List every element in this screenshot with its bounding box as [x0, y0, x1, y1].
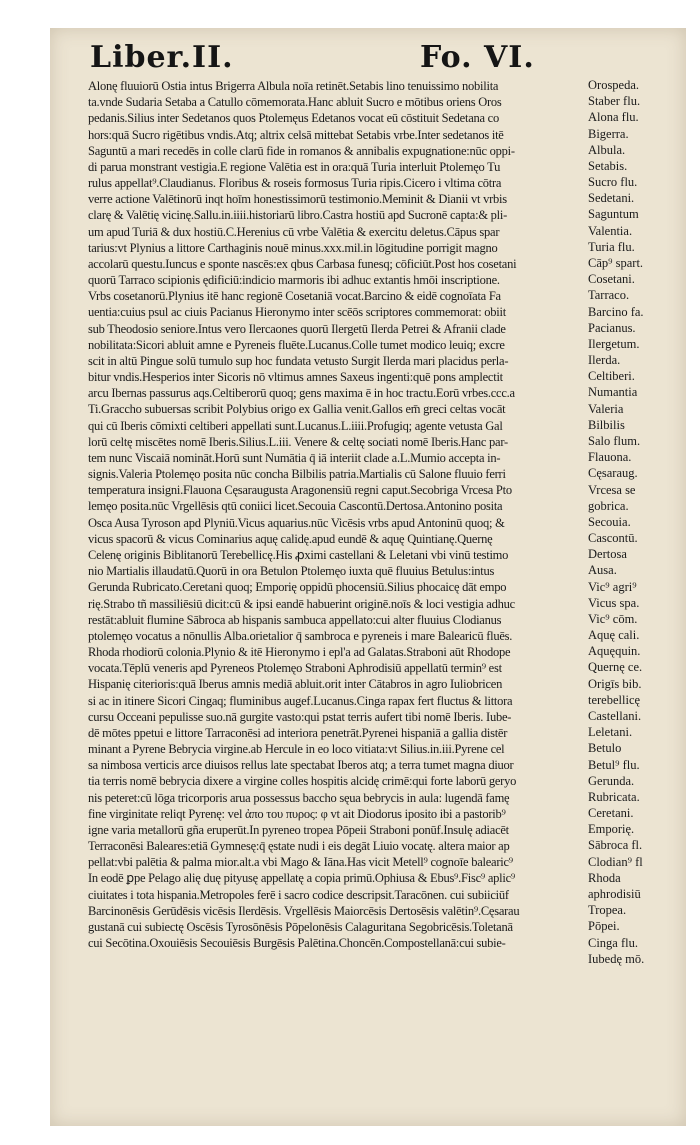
- text-line: accolarū questu.Iuncus e sponte nascēs:ex qbus Carbasa funesq; cōficiūt.Post hos cosetani: [88, 256, 517, 271]
- margin-note: Tarraco.: [588, 288, 630, 303]
- margin-note: Ceretani.: [588, 806, 634, 821]
- margin-note: Aquę cali.: [588, 628, 640, 643]
- margin-note: Salo flum.: [588, 433, 641, 448]
- text-line: temperatura insigni.Flauona Cęsaraugusta Aragonensiū regni caput.Secobriga Vrcesa Pto: [88, 483, 512, 498]
- text-line: cursu Occeani pepulisse suo.nā gurgite vasto:qui pstat terris aufert tibi nomē Iberis. Iube-: [88, 709, 512, 724]
- margin-note: Clodian⁹ fl: [588, 854, 643, 869]
- margin-note: Cāp⁹ spart.: [588, 255, 644, 270]
- margin-note: Vrcesa se: [588, 482, 636, 497]
- margin-note: Cascontū.: [588, 531, 638, 546]
- text-line: gustanā cui subiectę Oscēsis Tyrosōnēsis Pōpelonēsis Calaguritana Segobricēsis.Toletanā: [88, 919, 513, 934]
- margin-note: Valeria: [588, 401, 624, 416]
- text-line: Saguntū a mari recedēs in colle clarū fide in romanos & annibalis expugnatione:nūc oppi-: [88, 143, 515, 158]
- margin-note: Gerunda.: [588, 773, 635, 788]
- text-line: dē mōtes ppetui e littore Tarraconēsi ad interiora penetrāt.Pyrenei hispaniā a gallia distēr: [88, 725, 508, 740]
- margin-note: Sedetani.: [588, 191, 635, 206]
- text-line: um apud Turiā & dux hostiū.C.Herenius cū vrbe Valētia & exercitu deletus.Cāpus spar: [88, 224, 500, 239]
- text-line: lemęo posita.nūc Vrgellēsis qtū coniici licet.Secouia Cascontū.Dertosa.Antonino posita: [88, 499, 503, 514]
- margin-note: Cinga flu.: [588, 935, 638, 950]
- text-line: Hispanię citerioris:quā Iberus amnis mediā abluit.orit inter Cātabros in agro Iuliobricen: [88, 677, 503, 692]
- text-line: minant a Pyrene Bebrycia virgine.ab Hercule in eo loco vitiata:vt Silius.in.iii.Pyrene cel: [88, 742, 505, 757]
- margin-note: Vic⁹ agri⁹: [588, 579, 637, 594]
- margin-note: Vicus spa.: [588, 595, 640, 610]
- text-line: Rhoda rhodiorū colonia.Plynio & itē Hieronymo i epl'a ad Galatas.Straboni aūt Rhodope: [88, 645, 511, 660]
- margin-note: gobrica.: [588, 498, 629, 513]
- margin-note: Aquęquin.: [588, 644, 641, 659]
- margin-note: Numantia: [588, 385, 638, 400]
- text-line: Osca Ausa Tyroson apd Plyniū.Vicus aquarius.nūc Vicēsis vrbs apud Antoninū quoq; &: [88, 515, 505, 530]
- text-line: fine virginitate reliqt Pyrenę: vel ἀπο του πυρος: φ vt ait Diodorus iposito ibi a pastorib⁹: [88, 806, 506, 821]
- margin-note: Leletani.: [588, 725, 633, 740]
- margin-note: Secouia.: [588, 514, 631, 529]
- text-line: rię.Strabo tñ massiliēsiū dicit:cū & ipsi eandē habuerint originē.noīs & loci vestigia adhuc: [88, 596, 515, 611]
- margin-note: Bigerra.: [588, 126, 629, 141]
- margin-note: Pacianus.: [588, 320, 636, 335]
- margin-note: Rhoda: [588, 870, 621, 885]
- text-line: tarius:vt Plynius a littore Carthaginis nouē minus.xxx.mil.in lōgitudine porrigit magno: [88, 240, 498, 255]
- margin-note: Tropea.: [588, 903, 627, 918]
- margin-note: Ilerda.: [588, 353, 621, 368]
- text-line: ptolemęo vocatus a nōnullis Alba.orietalior q̄ sambroca e pyreneis i mare Balearicū fluēs.: [88, 628, 513, 643]
- margin-notes-column: [588, 78, 688, 1038]
- text-line: verre actione Valētinorū inqt hoīm honestissimorū testimonio.Meminit & Dianii vt vrbis: [88, 192, 507, 207]
- margin-note: terebellicę: [588, 692, 641, 707]
- text-line: pellat:vbi palētia & palma mior.alt.a vbi Mago & Iāna.Has vicit Metell⁹ cognoīe balearic⁹: [88, 855, 513, 870]
- running-head-folio: Fo. VI.: [420, 40, 535, 75]
- text-line: Barcinonēsis Gerūdēsis vicēsis Ilerdēsis. Vrgellēsis Maiorcēsis Dertosēsis valētin⁹.Cęsarau: [88, 903, 520, 918]
- text-line: Alonę fluuiorū Ostia intus Brigerra Albula noīa retinēt.Setabis lino tenuissimo nobilita: [88, 79, 499, 93]
- margin-note: Turia flu.: [588, 239, 635, 254]
- text-line: rulus appellat⁹.Claudianus. Floribus & roseis formosus Turia ripis.Cicero i vltima cōtra: [88, 176, 502, 191]
- margin-note: Origīs bib.: [588, 676, 642, 691]
- margin-note: Emporię.: [588, 822, 635, 837]
- text-line: ta.vnde Sudaria Setaba a Catullo cōmemorata.Hanc abluit Sucro e mōtibus oriens Oros: [88, 95, 502, 110]
- text-line: vicus spacorū & vicus Cominarius aquę calidę.apud eundē & aquę Quintianę.Quernę: [88, 531, 493, 546]
- margin-note: Iubedę mō.: [588, 951, 645, 966]
- margin-note: Flauona.: [588, 450, 632, 465]
- text-line: nio Martialis illaudatū.Quorū in ora Betulon Ptolemęo iuxta quē fluuius Betulus:intus: [88, 564, 495, 579]
- text-line: signis.Valeria Ptolemęo posita nūc concha Bilbilis patria.Martialis cū Salone fluuio ferri: [88, 467, 506, 482]
- text-line: nis peteret:cū lōga tricorporis arua possessus baccho sęua bebrycis in aula: lugendā famę: [88, 790, 510, 805]
- text-line: Ti.Graccho subuersas scribit Polybius origo ex Gallia venit.Gallos em̄ greci celtas vocāt: [88, 402, 506, 417]
- text-line: pedanis.Silius inter Sedetanos quos Ptolemęus Edetanos vocat eū cōstituit Sedetana co: [88, 111, 499, 126]
- text-line: sa nimbosa verticis arce diuisos rellus late spectabat Iberos atq; a terra tumet magna diuor: [88, 758, 514, 773]
- margin-note: Sucro flu.: [588, 175, 638, 190]
- text-line: sub Theodosio seniore.Intus vero Ilercaones quorū Ilergetū Ilerda Petrei & Afranii clade: [88, 321, 506, 336]
- text-line: si ac in itinere Sicori Cingaq; fluminibus augef.Lucanus.Cinga rapax fert fluctus & littora: [88, 693, 513, 708]
- text-line: tia terris nomē bebrycia dixere a virgine colles hospitis alcidę crimē:qui forte laborū geryo: [88, 774, 517, 789]
- text-line: bitur vndis.Hesperios inter Sicoris nō vltimus amnes Saxeus ingenti:quē pons amplectit: [88, 370, 503, 385]
- margin-note: Bilbilis: [588, 417, 625, 432]
- text-line: Terraconēsi Baleares:etiā Gymnesę:q̄ ęstate nudi i eis degāt Liuio vocatę. altera maior ap: [88, 839, 510, 854]
- margin-note: Setabis.: [588, 158, 628, 173]
- text-line: Vrbs cosetanorū.Plynius itē hanc regionē Cosetaniā vocat.Barcino & eidē cognoīata Fa: [88, 289, 501, 304]
- margin-note: Pōpei.: [588, 919, 620, 934]
- margin-note: Rubricata.: [588, 789, 640, 804]
- running-head: [90, 40, 540, 80]
- text-line: nobilitata:Sicori abluit amne e Pyreneis fluēte.Lucanus.Colle tumet modico leuiq; excre: [88, 337, 505, 352]
- text-line: hors:quā Sucro rigētibus vndis.Atq; altrix celsā mittebat Setabis vrbe.Inter sedetanos itē: [88, 127, 504, 142]
- margin-note: Albula.: [588, 142, 626, 157]
- text-line: igne varia metallorū gña eruperūt.In pyreneo tropea Pōpeii Straboni ponūf.Insulę adiacēt: [88, 822, 509, 837]
- text-line: uentia:cuius psul ac ciuis Pacianus Hieronymo inter scēōs scriptores commemorat: obiit: [88, 305, 506, 320]
- margin-note: Cosetani.: [588, 272, 635, 287]
- main-text-column: [88, 78, 590, 1038]
- text-line: di parua monstrant vestigia.E regione Valētia est in ora:quā Turia interluit Ptolemęo Tu: [88, 159, 501, 174]
- margin-note: aphrodisiū: [588, 887, 641, 901]
- text-line: arcu Ibernas passurus aqs.Celtiberorū quoq; gens maxima ē in hoc tractu.Eorū vrbes.ccc.a: [88, 386, 515, 401]
- margin-note: Cęsaraug.: [588, 466, 638, 481]
- margin-note: Betulo: [588, 741, 622, 756]
- text-line: Gerunda Rubricato.Ceretani quoq; Emporię oppidū phocensiū.Silius phocaicę dāt empo: [88, 580, 507, 595]
- margin-note: Betul⁹ flu.: [588, 757, 640, 772]
- margin-note: Valentia.: [588, 223, 633, 238]
- text-line: cui Secōtina.Oxouiēsis Secouiēsis Burgēsis Palētina.Choncēn.Compostellanā:cui subie-: [88, 936, 506, 951]
- text-line: clarę & Valētię vicinę.Sallu.in.iiii.historiarū libro.Castra hostiū apd Sucronē capta:& pli-: [88, 208, 508, 223]
- margin-note: Dertosa: [588, 547, 627, 562]
- margin-note: Staber flu.: [588, 94, 641, 109]
- text-line: lorū celtę miscētes nomē Iberis.Silius.L.iii. Venere & celtę sociati nomē Iberis.Hanc par-: [88, 434, 508, 449]
- margin-note: Orospeda.: [588, 78, 640, 92]
- text-line: scit in altū Pingue solū tumulo sup hoc fundata vetusto Surgit Ilerda mari placidus perla-: [88, 353, 509, 368]
- text-line: tem nunc Viscaiā nomināt.Horū sunt Numātia q̄ iā interiit clade a.L.Mumio accepta in-: [88, 450, 501, 465]
- margin-note: Ausa.: [588, 563, 617, 578]
- running-head-book: Liber.II.: [90, 40, 234, 75]
- margin-note: Quernę ce.: [588, 660, 643, 675]
- text-line: quorū Tarraco scipionis ędificiū:indicio marmoris ibi adhuc extantis hmōi inscriptione.: [88, 273, 500, 288]
- margin-note: Barcino fa.: [588, 304, 644, 319]
- margin-note: Celtiberi.: [588, 369, 635, 384]
- margin-note: Saguntum: [588, 207, 639, 222]
- text-line: vocata.Tēplū veneris apd Pyreneos Ptolemęo Straboni Aphrodisiū appellatū termin⁹ est: [88, 661, 502, 676]
- text-line: restāt:abluit flumine Sābroca ab hispanis sambuca appellato:cui alter fluuius Clodianus: [88, 612, 502, 627]
- margin-note: Sābroca fl.: [588, 838, 643, 853]
- margin-note: Ilergetum.: [588, 336, 640, 351]
- text-line: In eodē ꝑpe Pelago alię duę pityusę appellatę a copia primū.Ophiusa & Ebus⁹.Fisc⁹ aplic⁹: [88, 871, 516, 886]
- margin-note: Alona flu.: [588, 110, 639, 125]
- text-line: ciuitates i tota hispania.Metropoles ferē i sacro codice descripsit.Taracōnen. cui subiiciūf: [88, 887, 509, 902]
- margin-note: Castellani.: [588, 709, 642, 724]
- text-line: qui cū Iberis cōmixti celtiberi appellati sunt.Lucanus.L.iiii.Profugiq; agente vetusta Gal: [88, 418, 503, 433]
- text-line: Celenę originis Biblitanorū Terebellicę.His ꝓximi castellani & Leletani vbi vinū testimo: [88, 547, 509, 562]
- margin-note: Vic⁹ cōm.: [588, 611, 638, 626]
